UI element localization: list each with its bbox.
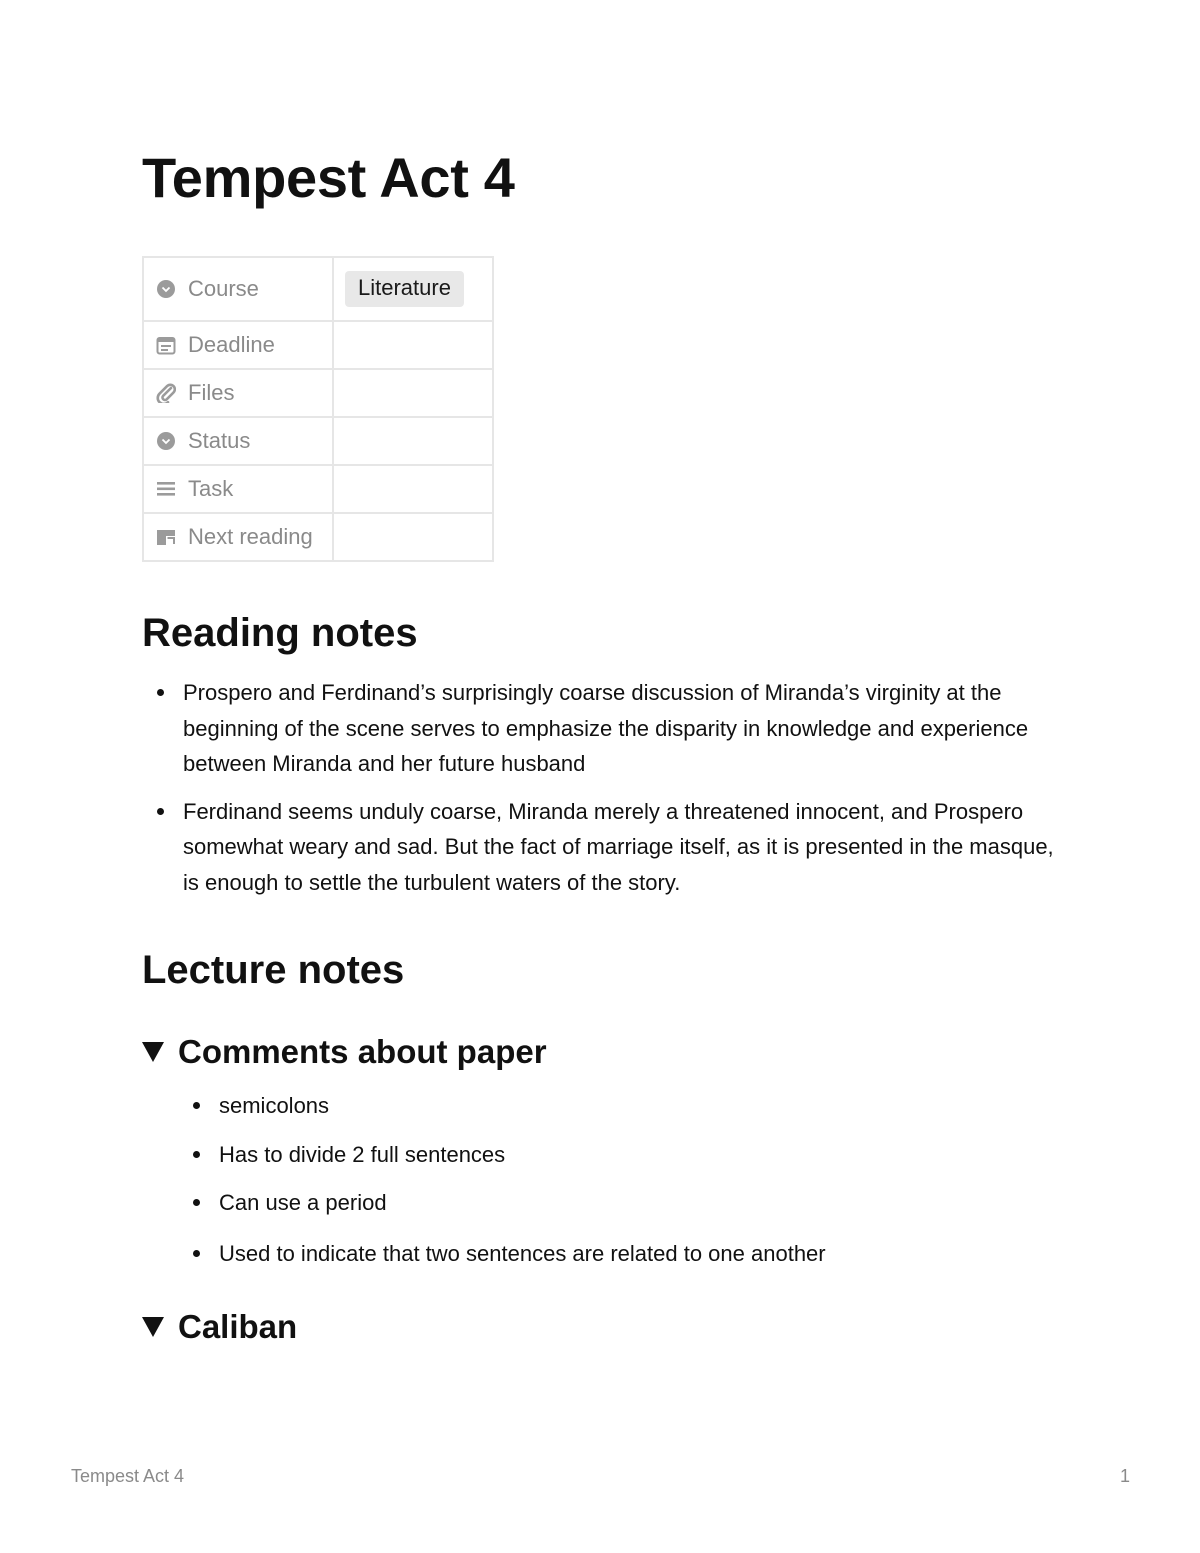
text-lines-icon bbox=[155, 478, 177, 500]
lecture-notes-heading: Lecture notes bbox=[142, 948, 405, 992]
toggle-title: Comments about paper bbox=[178, 1033, 547, 1070]
property-value[interactable] bbox=[333, 465, 493, 513]
property-row-status bbox=[143, 417, 493, 465]
list-item: Has to divide 2 full sentences bbox=[178, 1137, 1078, 1173]
property-row-course bbox=[143, 257, 493, 321]
course-tag[interactable]: Literature bbox=[345, 271, 464, 307]
property-key bbox=[143, 369, 333, 417]
property-value[interactable] bbox=[333, 513, 493, 561]
property-row-next-reading bbox=[143, 513, 493, 561]
paperclip-icon bbox=[155, 382, 177, 404]
list-item: Used to indicate that two sentences are related to one another bbox=[178, 1236, 1078, 1272]
toggle-caliban[interactable] bbox=[142, 1307, 297, 1347]
select-icon bbox=[155, 430, 177, 452]
property-key-label: Next reading bbox=[188, 524, 313, 549]
list-item: semicolons bbox=[178, 1088, 1078, 1124]
property-key-label: Deadline bbox=[188, 332, 275, 357]
toggle-triangle-icon[interactable] bbox=[142, 1317, 164, 1337]
footer-title: Tempest Act 4 bbox=[71, 1466, 185, 1486]
properties-table bbox=[142, 256, 494, 562]
property-row-files bbox=[143, 369, 493, 417]
list-item: Can use a period bbox=[178, 1185, 1078, 1221]
page-title: Tempest Act 4 bbox=[142, 146, 515, 209]
property-key bbox=[143, 417, 333, 465]
property-key-label: Course bbox=[188, 276, 259, 301]
property-key-label: Status bbox=[188, 428, 251, 453]
reading-notes-list bbox=[142, 675, 1072, 900]
select-icon bbox=[155, 278, 177, 300]
property-value[interactable] bbox=[333, 321, 493, 369]
relation-icon bbox=[155, 526, 177, 548]
reading-notes-heading: Reading notes bbox=[142, 611, 418, 655]
property-key bbox=[143, 321, 333, 369]
property-value[interactable] bbox=[333, 369, 493, 417]
property-row-deadline bbox=[143, 321, 493, 369]
list-item: Ferdinand seems unduly coarse, Miranda merely a threatened innocent, and Prospero somewhat weary and sad. But the fact of marriage itself, as it is presented in the masque, is enough to settle the turbulent waters of the story. bbox=[142, 794, 1072, 901]
property-key bbox=[143, 513, 333, 561]
property-value[interactable] bbox=[333, 417, 493, 465]
comments-list bbox=[178, 1088, 1078, 1271]
property-key bbox=[143, 465, 333, 513]
page-number: 1 bbox=[1119, 1466, 1130, 1486]
property-key-label: Files bbox=[188, 380, 235, 405]
toggle-comments-about-paper[interactable] bbox=[142, 1032, 547, 1072]
property-row-task bbox=[143, 465, 493, 513]
toggle-title: Caliban bbox=[178, 1308, 298, 1345]
list-item: Prospero and Ferdinand’s surprisingly coarse discussion of Miranda’s virginity at the beginning of the scene serves to emphasize the disparity in knowledge and experience between Miranda and her future husband bbox=[142, 675, 1072, 782]
property-key-label: Task bbox=[188, 476, 234, 501]
property-value[interactable] bbox=[333, 257, 493, 321]
calendar-icon bbox=[155, 334, 177, 356]
toggle-triangle-icon[interactable] bbox=[142, 1042, 164, 1062]
property-key bbox=[143, 257, 333, 321]
